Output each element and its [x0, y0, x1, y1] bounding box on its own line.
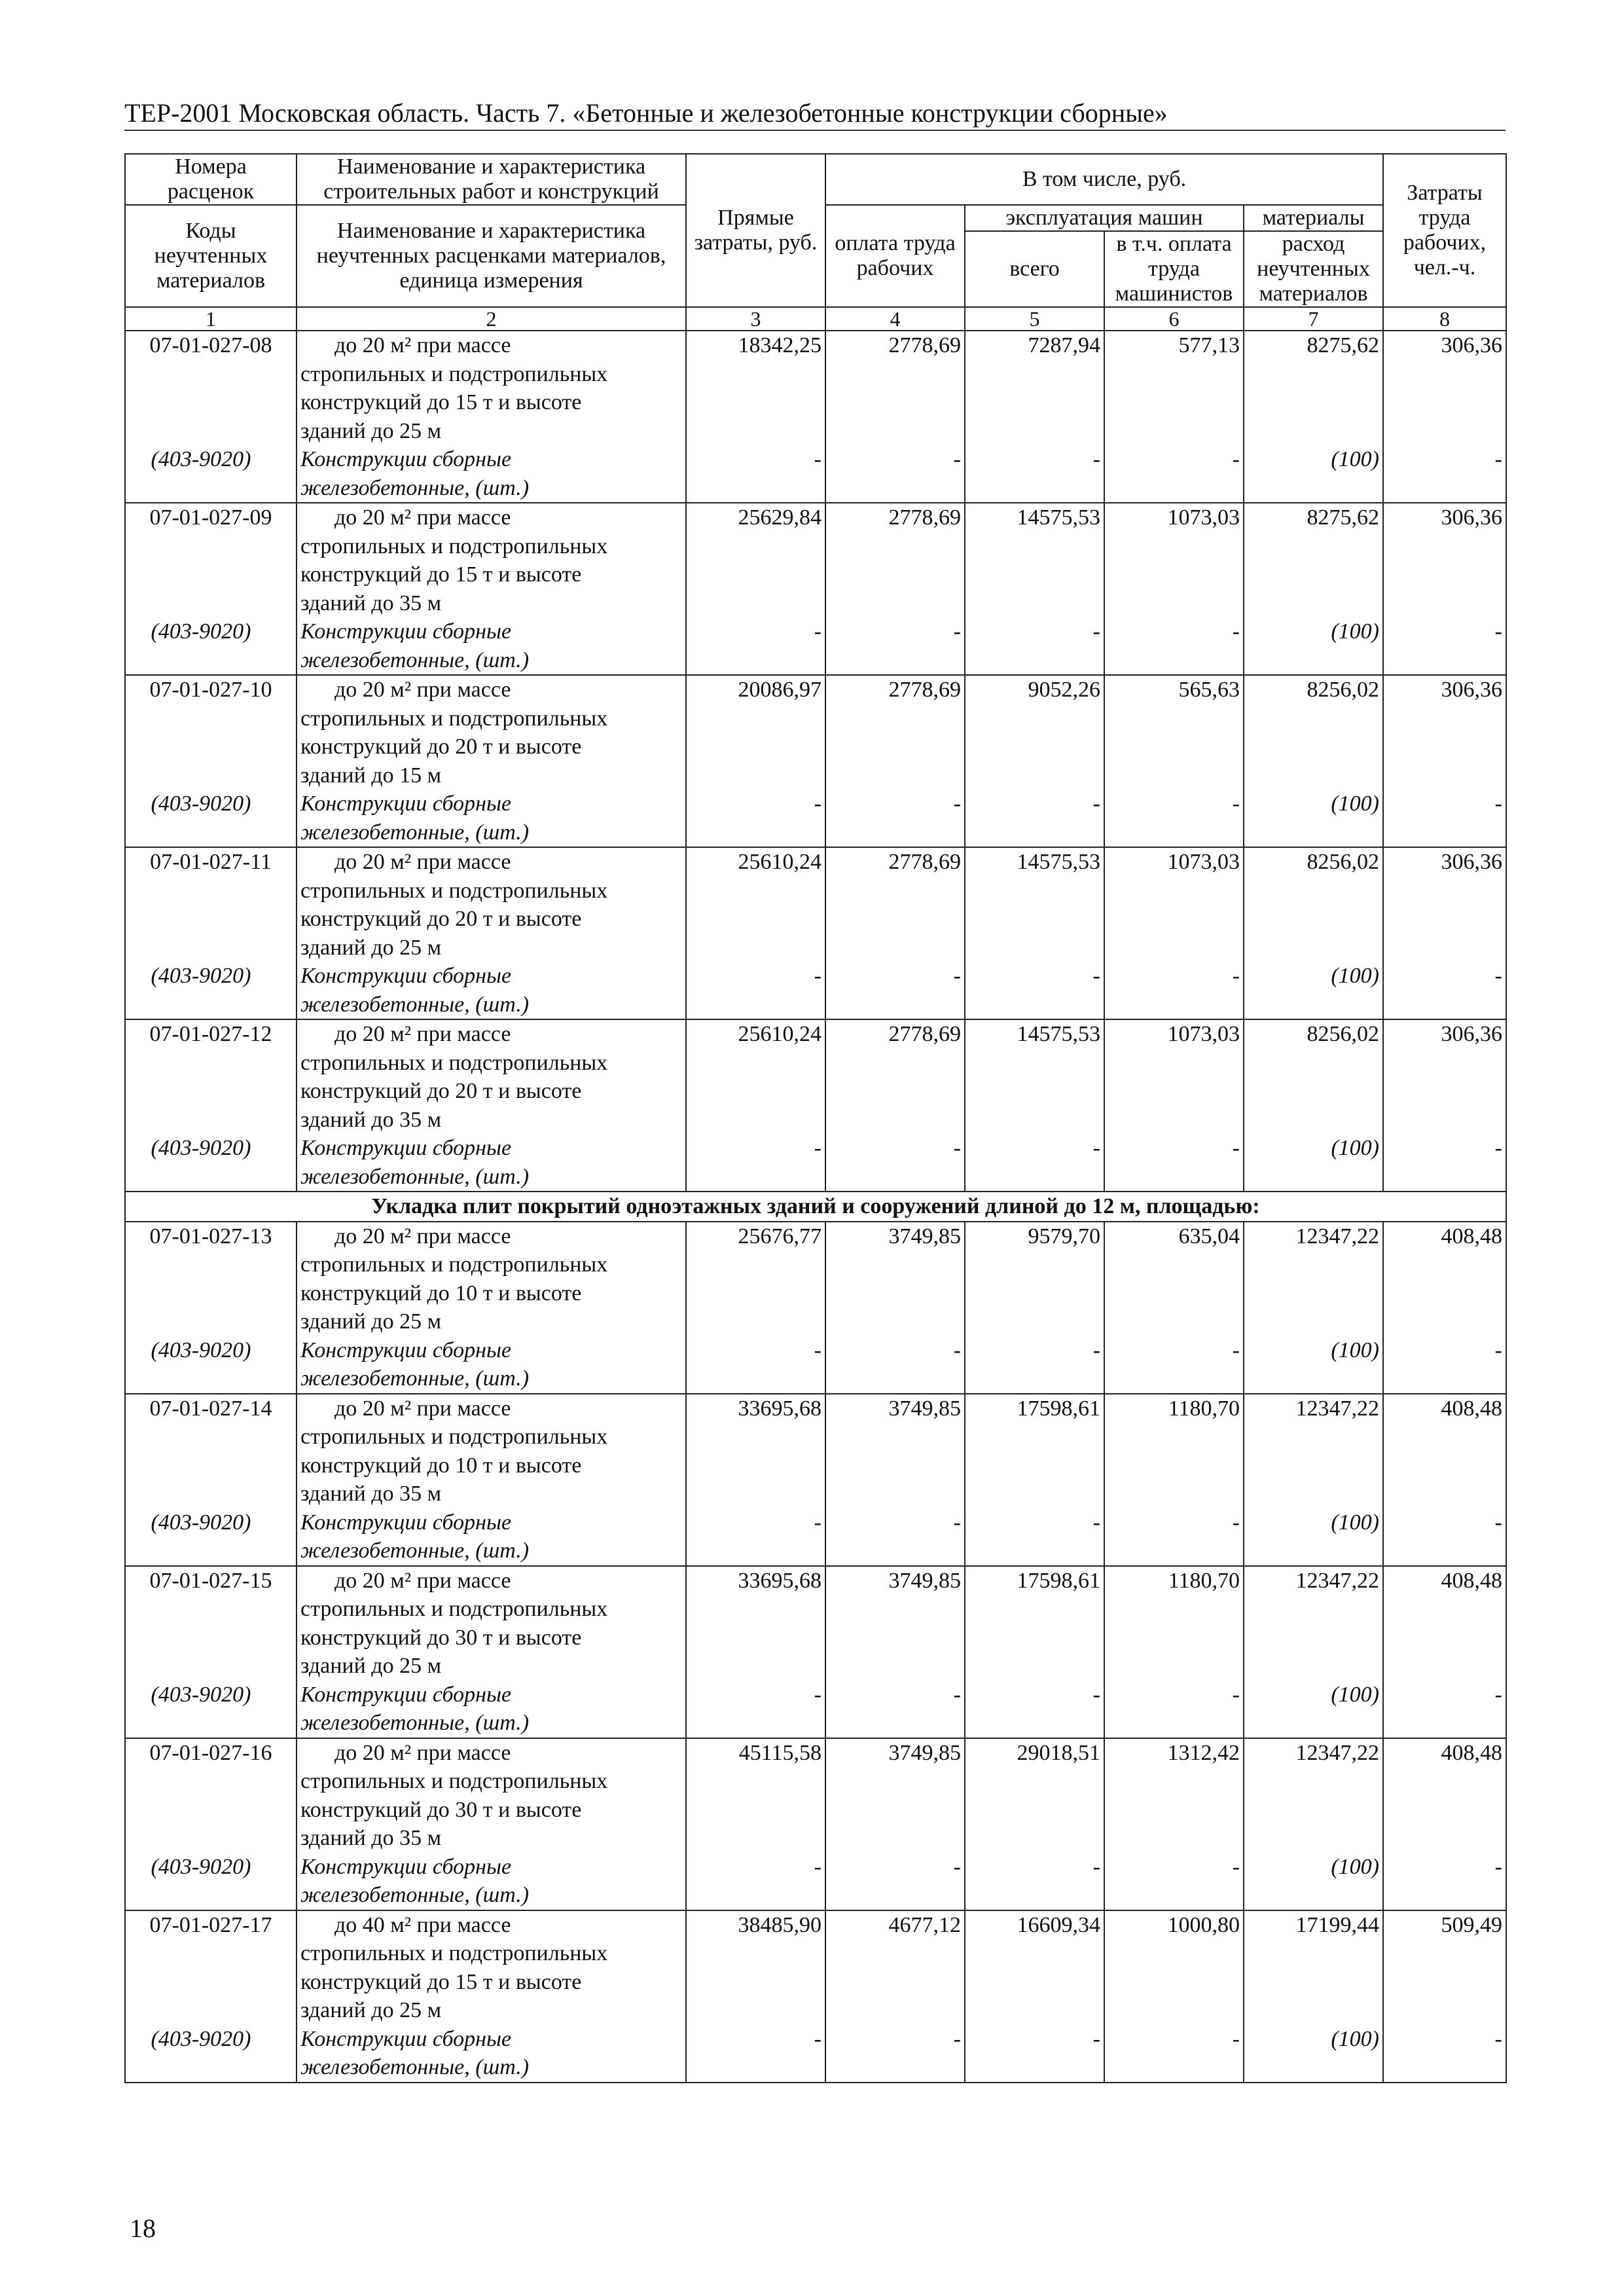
- materials-cell: 8256,02 (100): [1244, 675, 1383, 847]
- header-worker-pay: оплата труда рабочих: [825, 205, 965, 307]
- description-line: зданий до 35 м: [300, 1826, 442, 1850]
- rate-code: 07-01-027-13: [149, 1224, 272, 1248]
- worker-pay-cell: 3749,85 -: [825, 1222, 965, 1394]
- machinist-pay-cell: 635,04 -: [1104, 1222, 1244, 1394]
- description-line: конструкций до 15 т и высоте: [300, 1969, 582, 1994]
- rate-code-cell: [125, 847, 297, 1019]
- machinist-pay-cell: 565,63 -: [1104, 675, 1244, 847]
- header-labor-costs: Затраты труда рабочих, чел.-ч.: [1383, 154, 1506, 307]
- description-line: до 20 м² при массе: [334, 850, 511, 874]
- rate-code: 07-01-027-08: [149, 333, 272, 357]
- machines-total-cell: 16609,34 -: [965, 1910, 1104, 2083]
- rate-code: 07-01-027-09: [149, 505, 272, 530]
- material-code: (403-9020): [151, 1682, 251, 1707]
- rate-code-cell: [125, 503, 297, 675]
- description-line: зданий до 25 м: [300, 935, 442, 960]
- description-line: зданий до 25 м: [300, 1309, 442, 1334]
- column-number: 7: [1244, 307, 1383, 331]
- description-line: конструкций до 15 т и высоте: [300, 562, 582, 587]
- rates-group-b: [125, 1222, 1506, 2083]
- materials-cell: 12347,22 (100): [1244, 1222, 1383, 1394]
- direct-costs-cell: 20086,97 -: [686, 675, 825, 847]
- material-code: (403-9020): [151, 1136, 251, 1160]
- description-line: до 20 м² при массе: [334, 505, 511, 530]
- direct-costs-cell: 25676,77 -: [686, 1222, 825, 1394]
- rate-code: 07-01-027-12: [149, 1022, 272, 1046]
- labor-costs-cell: 408,48 -: [1383, 1738, 1506, 1910]
- description-line: конструкций до 20 т и высоте: [300, 907, 582, 931]
- material-name: Конструкции сборные железобетонные, (шт.): [300, 619, 530, 672]
- material-name: Конструкции сборные железобетонные, (шт.): [300, 447, 530, 500]
- material-code: (403-9020): [151, 792, 251, 816]
- machines-total-cell: 14575,53 -: [965, 1019, 1104, 1192]
- labor-costs-cell: 306,36 -: [1383, 847, 1506, 1019]
- direct-costs-cell: 18342,25 -: [686, 331, 825, 503]
- labor-costs-cell: 408,48 -: [1383, 1566, 1506, 1738]
- materials-cell: 8256,02 (100): [1244, 1019, 1383, 1192]
- material-name: Конструкции сборные железобетонные, (шт.): [300, 792, 530, 845]
- description-line: стропильных и подстропильных: [300, 1252, 608, 1277]
- worker-pay-cell: 2778,69 -: [825, 1019, 965, 1192]
- material-code: (403-9020): [151, 1510, 251, 1535]
- rate-description-cell: [297, 1910, 686, 2083]
- materials-cell: 8275,62 (100): [1244, 503, 1383, 675]
- column-number: 2: [297, 307, 686, 331]
- labor-costs-cell: 306,36 -: [1383, 331, 1506, 503]
- section-row: [125, 1192, 1506, 1222]
- column-number: 4: [825, 307, 965, 331]
- rate-description-cell: [297, 503, 686, 675]
- description-line: стропильных и подстропильных: [300, 1425, 608, 1449]
- rate-code-cell: [125, 1910, 297, 2083]
- machines-total-cell: 17598,61 -: [965, 1394, 1104, 1566]
- rate-row: [125, 331, 1506, 503]
- description-line: до 40 м² при массе: [334, 1912, 511, 1937]
- material-code: (403-9020): [151, 2026, 251, 2051]
- header-machines: эксплуатация машин: [965, 205, 1244, 231]
- rate-code-cell: [125, 331, 297, 503]
- description-line: до 20 м² при массе: [334, 1224, 511, 1248]
- materials-cell: 8256,02 (100): [1244, 847, 1383, 1019]
- description-line: стропильных и подстропильных: [300, 1769, 608, 1793]
- rate-row: [125, 1738, 1506, 1910]
- materials-cell: 12347,22 (100): [1244, 1738, 1383, 1910]
- description-line: зданий до 15 м: [300, 763, 442, 788]
- labor-costs-cell: 306,36 -: [1383, 675, 1506, 847]
- header-unaccounted-materials: расход неучтенных материалов: [1244, 231, 1383, 307]
- header-materials: материалы: [1244, 205, 1383, 231]
- document-title: ТЕР-2001 Московская область. Часть 7. «Бетонные и железобетонные конструкции сборные»: [124, 98, 1168, 128]
- worker-pay-cell: 2778,69 -: [825, 847, 965, 1019]
- materials-cell: 17199,44 (100): [1244, 1910, 1383, 2083]
- material-code: (403-9020): [151, 964, 251, 988]
- description-line: конструкций до 30 т и высоте: [300, 1797, 582, 1822]
- column-number: 8: [1383, 307, 1506, 331]
- description-line: до 20 м² при массе: [334, 1740, 511, 1765]
- description-line: стропильных и подстропильных: [300, 1597, 608, 1621]
- rate-description-cell: [297, 1222, 686, 1394]
- materials-cell: 12347,22 (100): [1244, 1394, 1383, 1566]
- labor-costs-cell: 509,49 -: [1383, 1910, 1506, 2083]
- description-line: до 20 м² при массе: [334, 678, 511, 702]
- description-line: зданий до 25 м: [300, 1998, 442, 2022]
- rate-code: 07-01-027-17: [149, 1912, 272, 1937]
- rate-row: [125, 675, 1506, 847]
- rate-code-cell: [125, 1394, 297, 1566]
- material-name: Конструкции сборные железобетонные, (шт.): [300, 1136, 530, 1189]
- column-number: 5: [965, 307, 1104, 331]
- description-line: до 20 м² при массе: [334, 1022, 511, 1046]
- rate-code-cell: [125, 1566, 297, 1738]
- direct-costs-cell: 45115,58 -: [686, 1738, 825, 1910]
- rate-code-cell: [125, 1019, 297, 1192]
- description-line: стропильных и подстропильных: [300, 706, 608, 731]
- description-line: конструкций до 10 т и высоте: [300, 1281, 582, 1305]
- description-line: стропильных и подстропильных: [300, 534, 608, 558]
- machines-total-cell: 17598,61 -: [965, 1566, 1104, 1738]
- machinist-pay-cell: 577,13 -: [1104, 331, 1244, 503]
- description-line: стропильных и подстропильных: [300, 878, 608, 903]
- machinist-pay-cell: 1180,70 -: [1104, 1566, 1244, 1738]
- rate-row: [125, 847, 1506, 1019]
- machines-total-cell: 14575,53 -: [965, 503, 1104, 675]
- header-machinist-pay: в т.ч. оплата труда машинистов: [1104, 231, 1244, 307]
- rate-row: [125, 503, 1506, 675]
- worker-pay-cell: 3749,85 -: [825, 1738, 965, 1910]
- header-total: всего: [965, 231, 1104, 307]
- section-group: [125, 1192, 1506, 1222]
- description-line: зданий до 35 м: [300, 1482, 442, 1506]
- rate-description-cell: [297, 1566, 686, 1738]
- header-numbers: Номера расценок: [125, 154, 297, 205]
- description-line: до 20 м² при массе: [334, 1568, 511, 1593]
- section-title: Укладка плит покрытий одноэтажных зданий и сооружений длиной до 12 м, площадью:: [125, 1192, 1506, 1222]
- column-number: 1: [125, 307, 297, 331]
- worker-pay-cell: 2778,69 -: [825, 675, 965, 847]
- rate-row: [125, 1910, 1506, 2083]
- machinist-pay-cell: 1312,42 -: [1104, 1738, 1244, 1910]
- rates-table: [124, 153, 1507, 2083]
- direct-costs-cell: 33695,68 -: [686, 1566, 825, 1738]
- materials-cell: 12347,22 (100): [1244, 1566, 1383, 1738]
- rate-description-cell: [297, 675, 686, 847]
- description-line: конструкций до 10 т и высоте: [300, 1453, 582, 1478]
- machines-total-cell: 7287,94 -: [965, 331, 1104, 503]
- rate-code: 07-01-027-11: [150, 850, 272, 874]
- description-line: до 20 м² при массе: [334, 1396, 511, 1421]
- material-name: Конструкции сборные железобетонные, (шт.): [300, 1338, 530, 1391]
- description-line: зданий до 35 м: [300, 1107, 442, 1132]
- rate-code: 07-01-027-15: [149, 1568, 272, 1593]
- material-name: Конструкции сборные железобетонные, (шт.): [300, 964, 530, 1017]
- header-including: В том числе, руб.: [825, 154, 1383, 205]
- direct-costs-cell: 25610,24 -: [686, 1019, 825, 1192]
- machinist-pay-cell: 1180,70 -: [1104, 1394, 1244, 1566]
- rate-description-cell: [297, 1019, 686, 1192]
- rate-code: 07-01-027-16: [149, 1740, 272, 1765]
- description-line: конструкций до 20 т и высоте: [300, 735, 582, 759]
- description-line: стропильных и подстропильных: [300, 361, 608, 386]
- header-direct-costs: Прямые затраты, руб.: [686, 154, 825, 307]
- header-unaccounted-name: Наименование и характеристика неучтенных расценками материалов, единица измерения: [297, 205, 686, 307]
- labor-costs-cell: 306,36 -: [1383, 1019, 1506, 1192]
- machines-total-cell: 9579,70 -: [965, 1222, 1104, 1394]
- rate-row: [125, 1222, 1506, 1394]
- page-header: [124, 97, 1506, 131]
- column-number: 3: [686, 307, 825, 331]
- worker-pay-cell: 3749,85 -: [825, 1566, 965, 1738]
- rate-code: 07-01-027-14: [149, 1396, 272, 1421]
- material-code: (403-9020): [151, 1854, 251, 1879]
- rate-code-cell: [125, 1738, 297, 1910]
- materials-cell: 8275,62 (100): [1244, 331, 1383, 503]
- column-number: 6: [1104, 307, 1244, 331]
- rate-code-cell: [125, 1222, 297, 1394]
- material-code: (403-9020): [151, 619, 251, 644]
- machines-total-cell: 29018,51 -: [965, 1738, 1104, 1910]
- rate-row: [125, 1566, 1506, 1738]
- material-name: Конструкции сборные железобетонные, (шт.): [300, 1682, 530, 1735]
- rate-row: [125, 1394, 1506, 1566]
- description-line: конструкций до 20 т и высоте: [300, 1079, 582, 1103]
- table-header: [125, 154, 1506, 331]
- description-line: стропильных и подстропильных: [300, 1050, 608, 1075]
- rate-code-cell: [125, 675, 297, 847]
- direct-costs-cell: 33695,68 -: [686, 1394, 825, 1566]
- worker-pay-cell: 4677,12 -: [825, 1910, 965, 2083]
- rate-row: [125, 1019, 1506, 1192]
- labor-costs-cell: 306,36 -: [1383, 503, 1506, 675]
- rate-description-cell: [297, 1394, 686, 1566]
- worker-pay-cell: 2778,69 -: [825, 331, 965, 503]
- machinist-pay-cell: 1073,03 -: [1104, 847, 1244, 1019]
- labor-costs-cell: 408,48 -: [1383, 1222, 1506, 1394]
- machinist-pay-cell: 1073,03 -: [1104, 503, 1244, 675]
- machinist-pay-cell: 1000,80 -: [1104, 1910, 1244, 2083]
- machinist-pay-cell: 1073,03 -: [1104, 1019, 1244, 1192]
- material-name: Конструкции сборные железобетонные, (шт.): [300, 1854, 530, 1907]
- rate-description-cell: [297, 331, 686, 503]
- page-number: 18: [130, 2214, 156, 2243]
- rate-description-cell: [297, 1738, 686, 1910]
- machines-total-cell: 14575,53 -: [965, 847, 1104, 1019]
- direct-costs-cell: 25629,84 -: [686, 503, 825, 675]
- description-line: зданий до 25 м: [300, 418, 442, 443]
- description-line: зданий до 35 м: [300, 591, 442, 615]
- labor-costs-cell: 408,48 -: [1383, 1394, 1506, 1566]
- rates-group-a: [125, 331, 1506, 1192]
- material-code: (403-9020): [151, 1338, 251, 1362]
- description-line: конструкций до 15 т и высоте: [300, 390, 582, 414]
- material-code: (403-9020): [151, 447, 251, 471]
- description-line: зданий до 25 м: [300, 1654, 442, 1678]
- rate-description-cell: [297, 847, 686, 1019]
- description-line: конструкций до 30 т и высоте: [300, 1625, 582, 1650]
- worker-pay-cell: 2778,69 -: [825, 503, 965, 675]
- worker-pay-cell: 3749,85 -: [825, 1394, 965, 1566]
- rate-code: 07-01-027-10: [149, 678, 272, 702]
- machines-total-cell: 9052,26 -: [965, 675, 1104, 847]
- direct-costs-cell: 25610,24 -: [686, 847, 825, 1019]
- description-line: стропильных и подстропильных: [300, 1941, 608, 1965]
- header-name: Наименование и характеристика строительных работ и конструкций: [297, 154, 686, 205]
- direct-costs-cell: 38485,90 -: [686, 1910, 825, 2083]
- material-name: Конструкции сборные железобетонные, (шт.): [300, 2026, 530, 2079]
- description-line: до 20 м² при массе: [334, 333, 511, 357]
- material-name: Конструкции сборные железобетонные, (шт.): [300, 1510, 530, 1563]
- header-codes: Коды неучтенных материалов: [125, 205, 297, 307]
